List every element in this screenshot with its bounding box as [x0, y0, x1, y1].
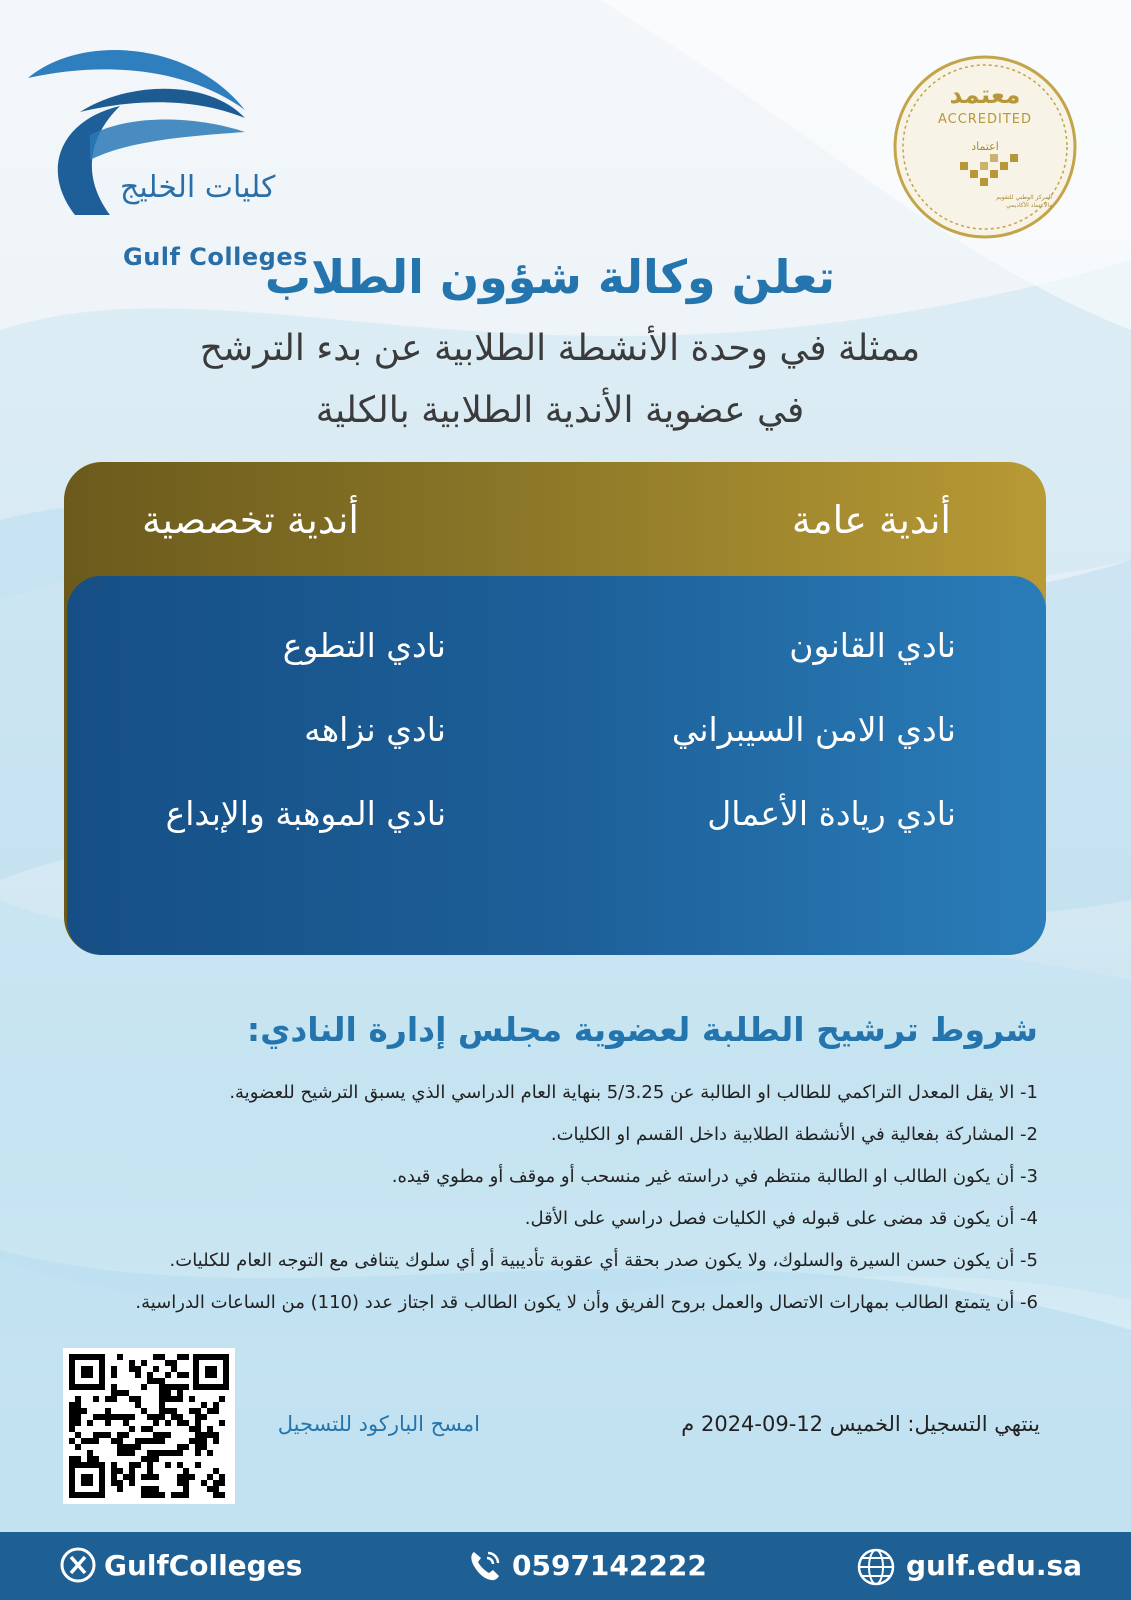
- website-text: gulf.edu.sa: [906, 1549, 1083, 1582]
- seal-arabic-label: معتمد: [949, 80, 1021, 109]
- scan-qr-label: امسح الباركود للتسجيل: [277, 1412, 480, 1436]
- general-club-item: نادي ريادة الأعمال: [707, 794, 956, 833]
- conditions-title: شروط ترشيح الطلبة لعضوية مجلس إدارة النادي:: [246, 1010, 1038, 1049]
- logo-arabic-name: كليات الخليج: [120, 170, 276, 205]
- specialized-club-item: نادي نزاهه: [304, 710, 446, 749]
- globe-icon: [856, 1547, 896, 1587]
- seal-english-label: ACCREDITED: [937, 112, 1033, 127]
- accredited-seal: [890, 52, 1080, 242]
- condition-item: 1- الا يقل المعدل التراكمي للطالب او الطالبة عن 5/3.25 بنهاية العام الدراسي الذي يسبق الترشيح للعضوية.: [229, 1082, 1038, 1103]
- specialized-club-item: نادي الموهبة والإبداع: [165, 794, 446, 833]
- phone-number-text: 0597142222: [512, 1549, 707, 1582]
- general-club-item: نادي الامن السيبراني: [671, 710, 956, 749]
- clubs-card: [64, 462, 1046, 955]
- general-clubs-heading: أندية عامة: [791, 498, 951, 542]
- website-link[interactable]: [856, 1532, 1082, 1600]
- condition-item: 2- المشاركة بفعالية في الأنشطة الطلابية داخل القسم او الكليات.: [550, 1124, 1038, 1145]
- subtitle-line-1: ممثلة في وحدة الأنشطة الطلابية عن بدء الترشح: [199, 328, 921, 369]
- clubs-list-panel: [67, 576, 1046, 955]
- subtitle-line-2: في عضوية الأندية الطلابية بالكلية: [315, 390, 805, 431]
- condition-item: 5- أن يكون حسن السيرة والسلوك، ولا يكون صدر بحقة أي عقوبة تأديبية أو أي سلوك يتنافى مع التوجه العام للكليات.: [169, 1250, 1038, 1271]
- social-handle-link[interactable]: [60, 1532, 302, 1600]
- phone-icon: [466, 1547, 504, 1585]
- registration-deadline: ينتهي التسجيل: الخميس 12-09-2024 م: [681, 1412, 1040, 1436]
- logo-english-name: Gulf Colleges: [123, 243, 308, 271]
- conditions-list: [30, 1072, 1038, 1324]
- social-handle-text: GulfColleges: [104, 1549, 303, 1582]
- qr-code-icon: [63, 1348, 235, 1504]
- specialized-clubs-heading: أندية تخصصية: [142, 498, 359, 542]
- condition-item: 4- أن يكون قد مضى على قبوله في الكليات فصل دراسي على الأقل.: [524, 1208, 1038, 1229]
- general-club-item: نادي القانون: [789, 626, 956, 665]
- specialized-club-item: نادي التطوع: [282, 626, 446, 665]
- announcement-subtitle: [60, 318, 1060, 442]
- condition-item: 6- أن يتمتع الطالب بمهارات الاتصال والعمل بروح الفريق وأن لا يكون الطالب قد اجتاز عدد (110) من الساعات الدراسية.: [135, 1292, 1038, 1313]
- seal-org-subtitle: المركز الوطني للتقويم والاعتماد الأكاديمي: [996, 194, 1052, 209]
- footer-bar: [0, 1532, 1131, 1600]
- seal-org-label: اعتماد: [971, 140, 999, 153]
- registration-qr-code[interactable]: [63, 1348, 235, 1504]
- phone-link[interactable]: [466, 1532, 707, 1600]
- gulf-colleges-logo: [20, 40, 310, 271]
- x-logo-icon: [60, 1547, 96, 1583]
- announcement-title: تعلن وكالة شؤون الطلاب: [264, 250, 836, 304]
- condition-item: 3- أن يكون الطالب او الطالبة منتظم في دراسته غير منسحب أو موقف أو مطوي قيده.: [391, 1166, 1038, 1187]
